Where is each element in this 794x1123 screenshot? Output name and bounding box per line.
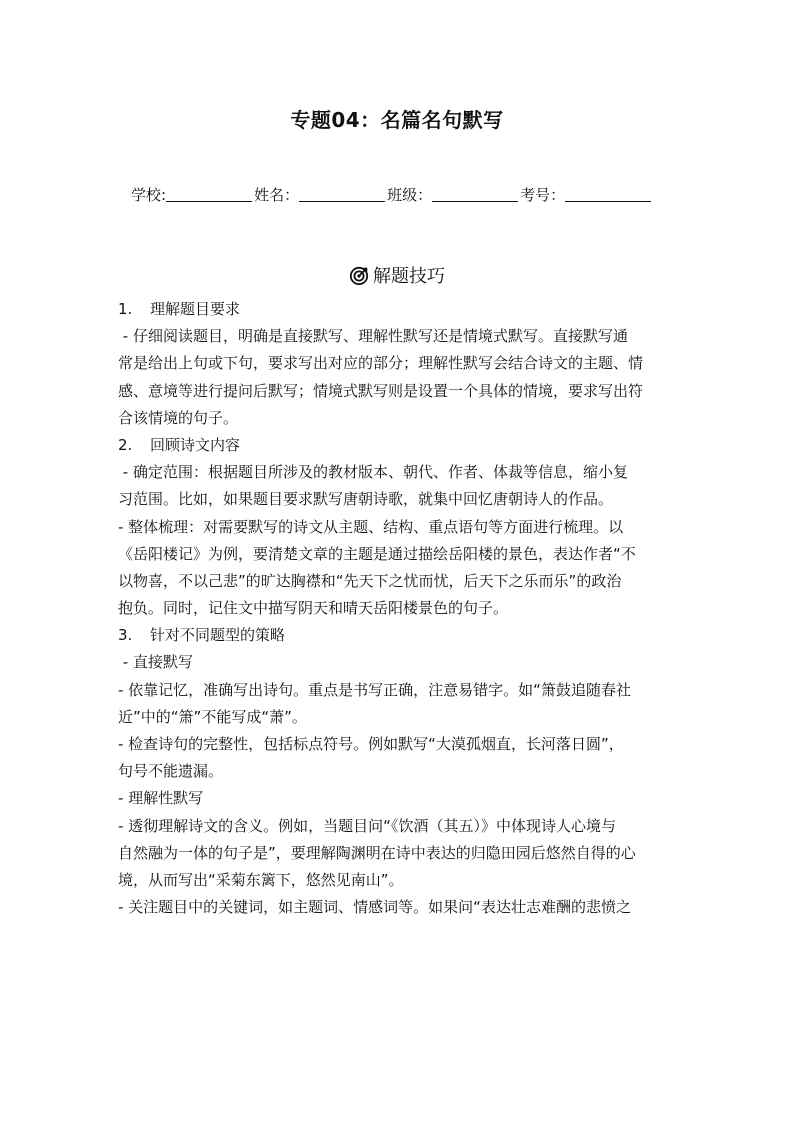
- text-line: [118, 731, 678, 758]
- text-line: [118, 704, 678, 731]
- line-text: - 关注题目中的关键词，如主题词、情感词等。如果问“表达壮志难酬的悲愤之: [118, 898, 631, 917]
- text-line: [118, 894, 678, 921]
- line-text: 合该情境的句子。: [118, 408, 239, 427]
- heading-number: 2.: [118, 435, 133, 454]
- line-text: - 确定范围：根据题目所涉及的教材版本、朝代、作者、体裁等信息，缩小复: [118, 463, 628, 482]
- text-line: [118, 514, 678, 541]
- target-icon: [349, 266, 369, 291]
- text-line: [118, 649, 678, 676]
- text-line: [118, 867, 678, 894]
- line-text: - 检查诗句的完整性，包括标点符号。例如默写“大漠孤烟直，长河落日圆”，: [118, 735, 624, 753]
- exam-number-blank[interactable]: [565, 187, 651, 202]
- line-text: 常是给出上句或下句，要求写出对应的部分；理解性默写会结合诗文的主题、情: [118, 354, 644, 373]
- line-text: 自然融为一体的句子是”，要理解陶渊明在诗中表达的归隐田园后悠然自得的心: [118, 843, 636, 862]
- line-text: 境，从而写出“采菊东篱下，悠然见南山”。: [118, 870, 404, 889]
- line-text: 近”中的“箫”不能写成“萧”。: [118, 707, 307, 726]
- text-line: [118, 486, 678, 513]
- school-blank[interactable]: [166, 187, 252, 202]
- class-field: [387, 184, 520, 205]
- section-heading: [0, 262, 794, 291]
- line-text: - 直接默写: [118, 653, 193, 672]
- text-line: [118, 378, 678, 405]
- body-text: [118, 296, 678, 921]
- text-line: [118, 595, 678, 622]
- heading-text: 针对不同题型的策略: [150, 626, 286, 645]
- line-text: 习范围。比如，如果题目要求默写唐朝诗歌，就集中回忆唐朝诗人的作品。: [118, 490, 614, 509]
- text-line: [118, 758, 678, 785]
- line-text: - 仔细阅读题目，明确是直接默写、理解性默写还是情境式默写。直接默写通: [118, 327, 628, 346]
- line-text: 抱负。同时，记住文中描写阴天和晴天岳阳楼景色的句子。: [118, 599, 509, 618]
- name-blank[interactable]: [299, 187, 385, 202]
- page-title: 专题04：名篇名句默写: [290, 108, 504, 132]
- heading-number: 1.: [118, 300, 133, 318]
- line-text: - 理解性默写: [118, 789, 204, 808]
- numbered-heading: [118, 622, 678, 649]
- school-field: [131, 184, 254, 205]
- text-line: [118, 323, 678, 350]
- line-text: 《岳阳楼记》为例，要清楚文章的主题是通过描绘岳阳楼的景色，表达作者“不: [118, 544, 636, 563]
- section-heading-text: 解题技巧: [373, 266, 445, 287]
- text-line: [118, 813, 678, 840]
- text-line: [118, 405, 678, 432]
- class-label: 班级：: [387, 186, 433, 204]
- text-line: [118, 568, 678, 595]
- line-text: - 透彻理解诗文的含义。例如，当题目问“《饮酒（其五）》中体现诗人心境与: [118, 816, 616, 835]
- text-line: [118, 840, 678, 867]
- line-text: 以物喜，不以己悲”的旷达胸襟和“先天下之忧而忧，后天下之乐而乐”的政治: [118, 571, 622, 590]
- line-text: 句号不能遗漏。: [118, 762, 224, 781]
- exam-number-field: [520, 184, 653, 205]
- numbered-heading: [118, 296, 678, 323]
- line-text: - 整体梳理：对需要默写的诗文从主题、结构、重点语句等方面进行梳理。以: [118, 517, 624, 536]
- name-field: [254, 184, 387, 205]
- text-line: [118, 677, 678, 704]
- heading-text: 理解题目要求: [150, 300, 241, 318]
- line-text: 感、意境等进行提问后默写；情境式默写则是设置一个具体的情境，要求写出符: [118, 381, 644, 400]
- class-blank[interactable]: [432, 187, 518, 202]
- line-text: - 依靠记忆，准确写出诗句。重点是书写正确，注意易错字。如“箫鼓追随春社: [118, 680, 631, 699]
- text-line: [118, 785, 678, 812]
- text-line: [118, 541, 678, 568]
- name-label: 姓名：: [254, 186, 300, 204]
- heading-number: 3.: [118, 626, 133, 645]
- exam-number-label: 考号：: [520, 186, 566, 204]
- numbered-heading: [118, 432, 678, 459]
- text-line: [118, 459, 678, 486]
- school-label: 学校:: [131, 186, 167, 204]
- student-info-fields: [131, 184, 691, 205]
- text-line: [118, 350, 678, 377]
- heading-text: 回顾诗文内容: [150, 435, 241, 454]
